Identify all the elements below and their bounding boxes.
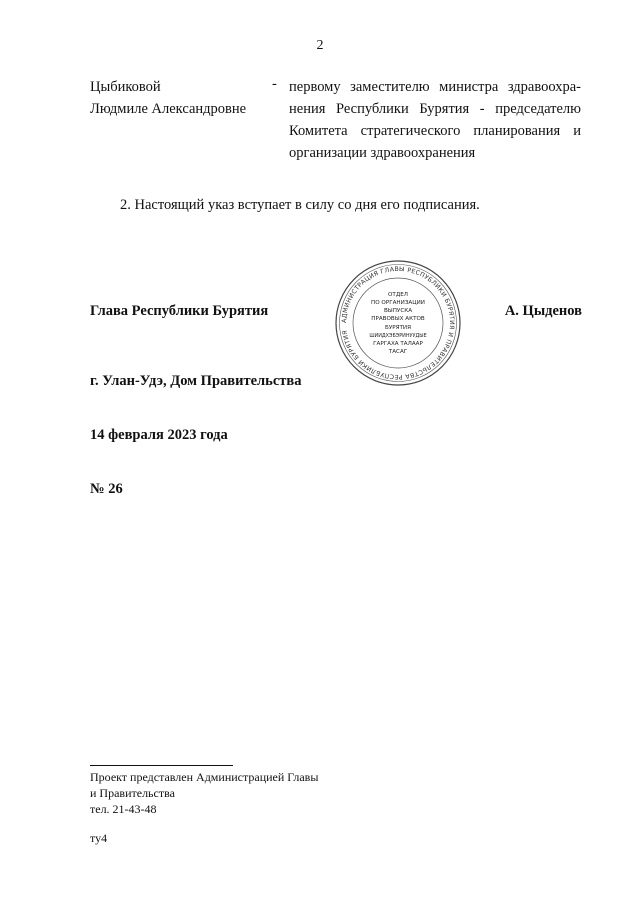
footnote-line: Проект представлен Администрацией Главы	[90, 770, 319, 784]
signatory-title: Глава Республики Бурятия	[90, 303, 269, 319]
appointee-surname: Цыбиковой	[90, 79, 161, 95]
seal-ring-text: АДМИНИСТРАЦИЯ ГЛАВЫ РЕСПУБЛИКИ БУРЯТИЯ И ПРАВИТЕЛЬСТВА РЕСПУБЛИКИ БУРЯТИЯ	[340, 265, 456, 381]
footnote-phone: тел. 21-43-48	[90, 802, 157, 816]
seal-line: ВЫПУСКА	[383, 308, 413, 314]
official-seal-stamp	[333, 258, 463, 388]
seal-line: ТАСАГ	[388, 349, 408, 355]
decree-number: № 26	[90, 481, 123, 497]
decree-clause-2: 2. Настоящий указ вступает в силу со дня его подписания.	[120, 197, 480, 213]
signing-place: г. Улан-Удэ, Дом Правительства	[90, 373, 302, 389]
document-code: ту4	[90, 831, 108, 845]
appointment-dash: -	[272, 76, 277, 92]
svg-text:АДМИНИСТРАЦИЯ ГЛАВЫ РЕСПУБЛИКИ	[341, 266, 455, 380]
appointee-position: первому заместителю министра здравоохра-нения Республики Бурятия - председателю Комитета стратегического планирования и организации здравоохранения	[289, 79, 581, 161]
seal-line: ПО ОРГАНИЗАЦИИ	[371, 300, 425, 306]
signing-date: 14 февраля 2023 года	[90, 427, 228, 443]
footnote	[90, 769, 318, 817]
seal-line: ОТДЕЛ	[388, 292, 408, 298]
signatory-name: А. Цыденов	[504, 303, 582, 319]
seal-line: ПРАВОВЫХ АКТОВ	[371, 316, 425, 322]
footnote-divider	[90, 765, 233, 766]
appointee-name	[90, 76, 280, 120]
page-number: 2	[316, 38, 324, 53]
seal-line: БУРЯТИЯ	[385, 325, 411, 331]
seal-line: ГАРГАХА ТАЛААР	[373, 341, 423, 347]
footnote-line: и Правительства	[90, 786, 175, 800]
seal-line: ШИИДХЭБЭРИНУУДЫЕ	[369, 333, 427, 339]
appointee-given-names: Людмиле Александровне	[90, 101, 247, 117]
